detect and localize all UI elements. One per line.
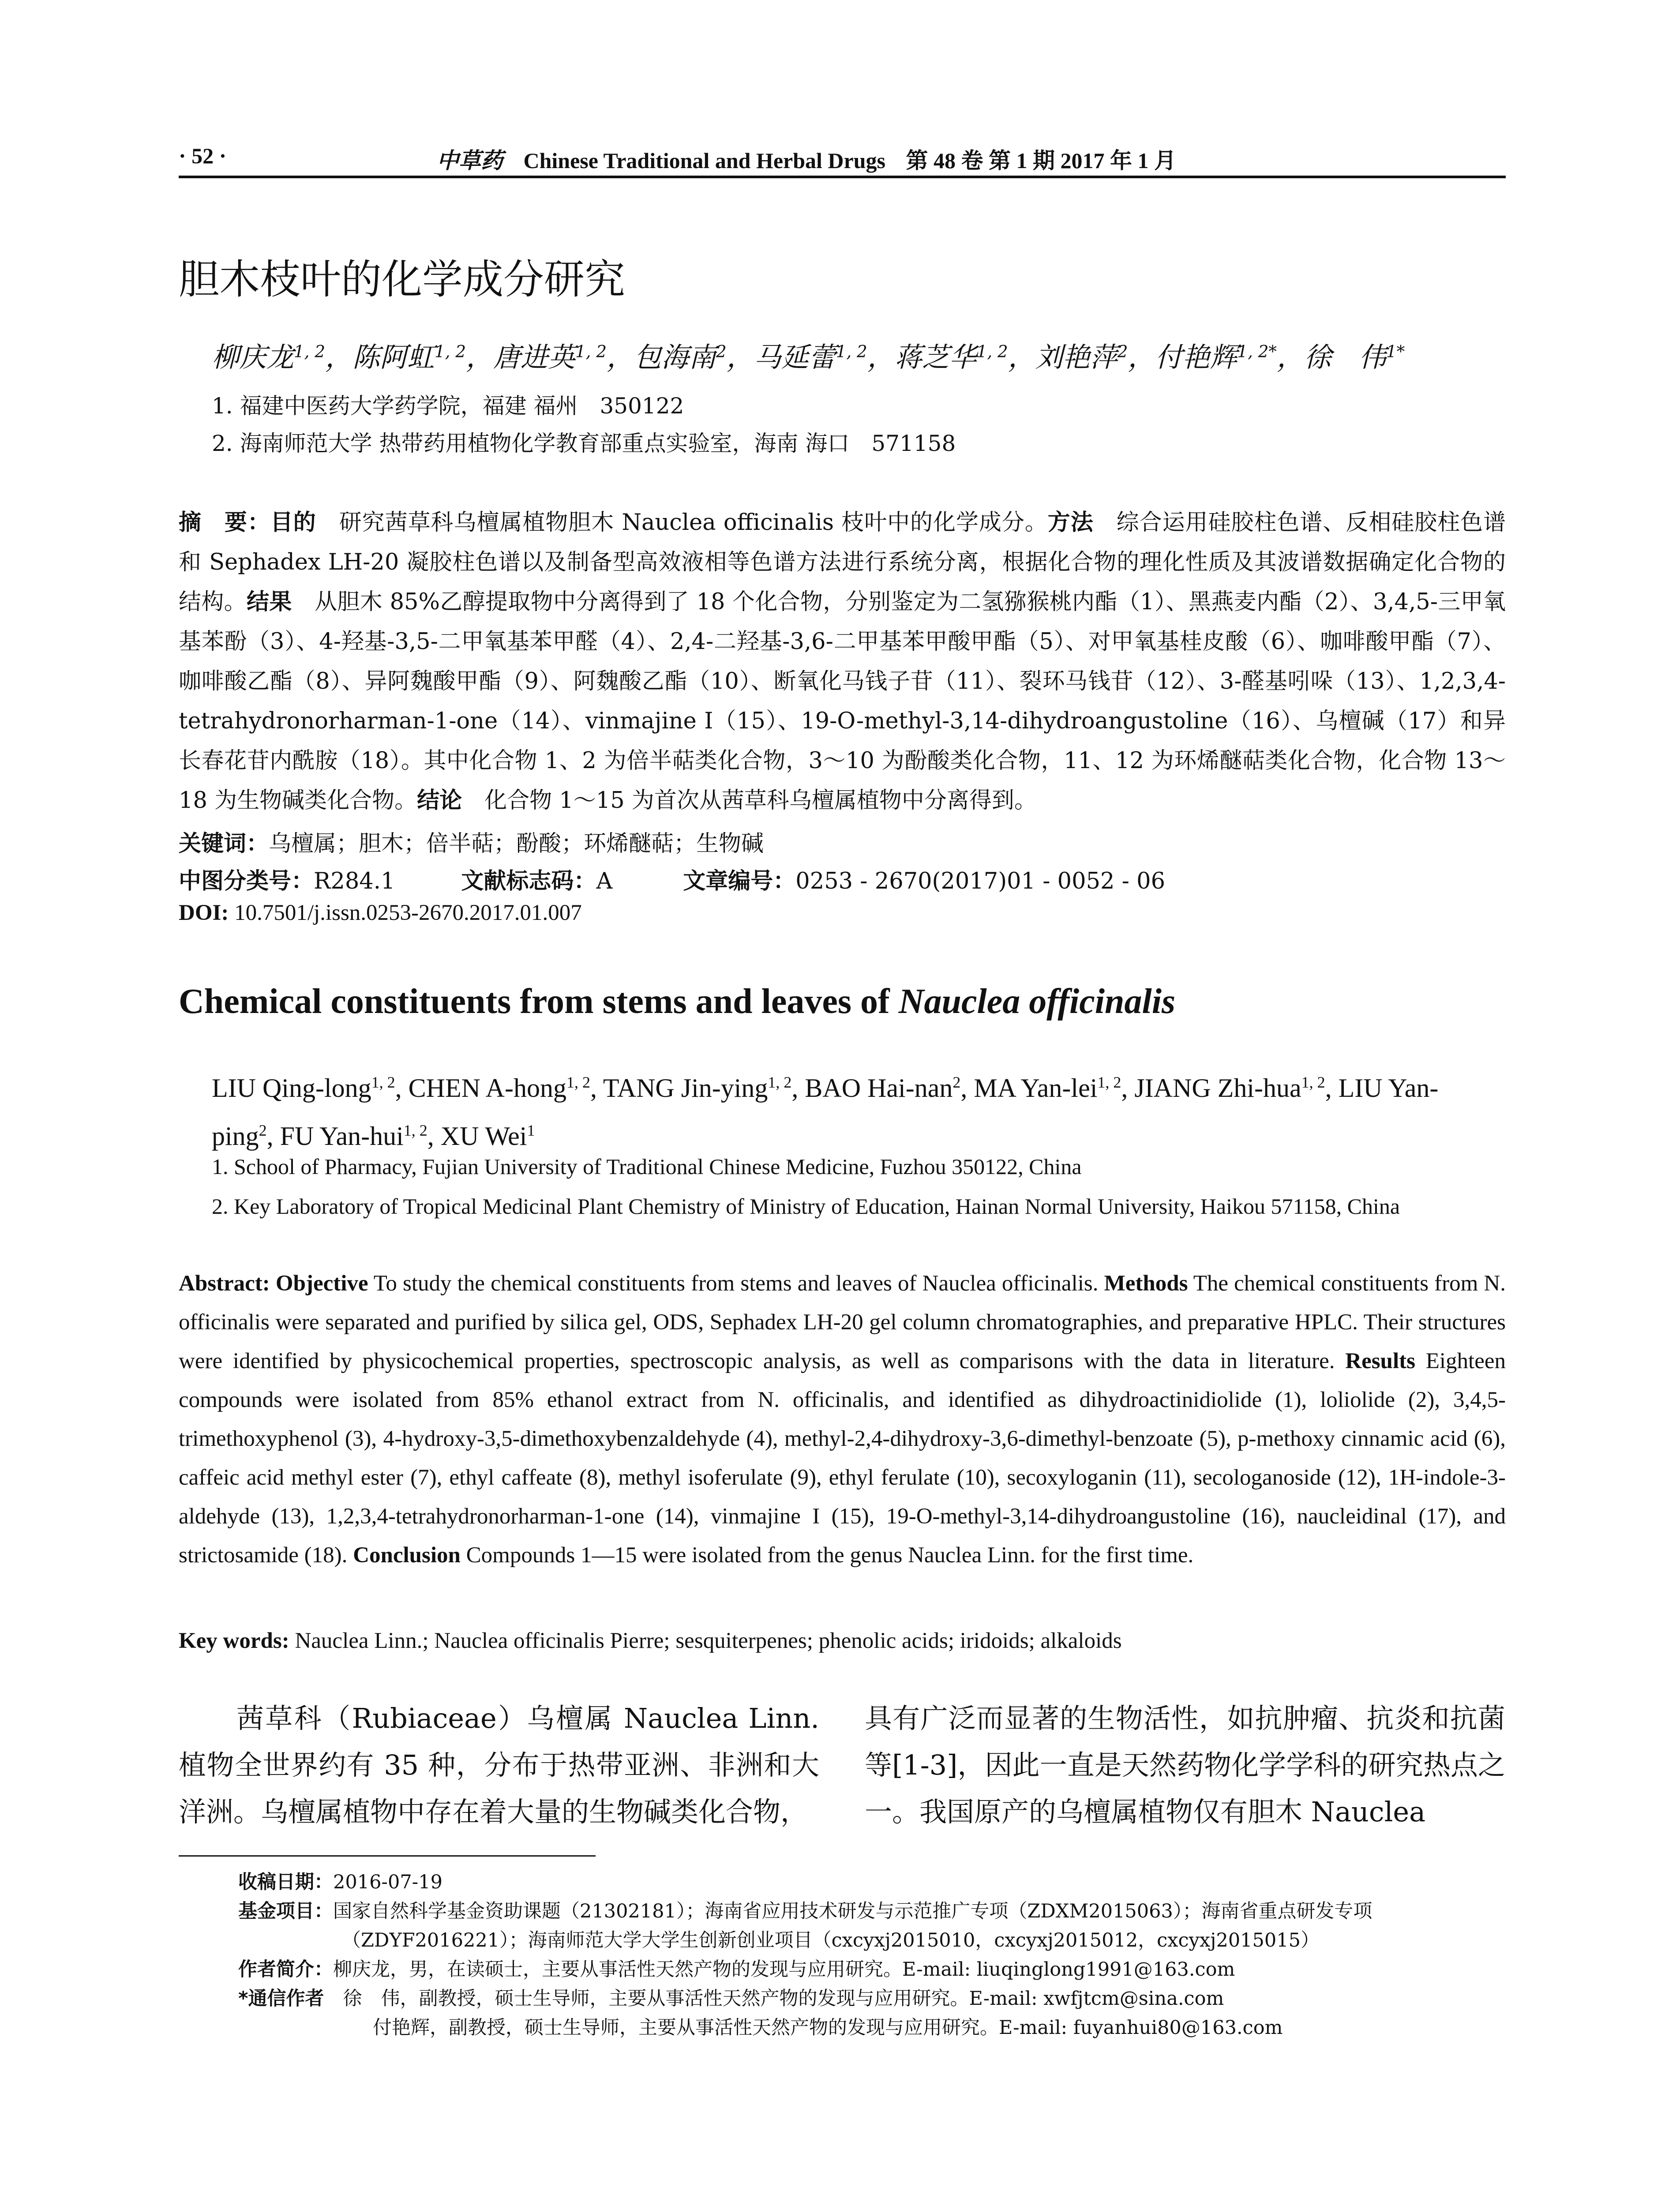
objective-text-en: To study the chemical constituents from stems and leaves of Nauclea officinalis.	[368, 1271, 1104, 1296]
objective-label-en: Objective	[275, 1271, 368, 1296]
results-label-cn: 结果	[247, 589, 292, 615]
author-bio-label: 作者简介：	[238, 1958, 333, 1981]
en-author-name: MA Yan-lei	[974, 1073, 1098, 1103]
abstract-en-label: Abstract:	[179, 1271, 276, 1296]
body-column-left: 茜草科（Rubiaceae）乌檀属 Nauclea Linn. 植物全世界约有 35 种，分布于热带亚洲、非洲和大洋洲。乌檀属植物中存在着大量的生物碱类化合物，	[179, 1702, 819, 1828]
footnote-corresponding	[238, 1984, 1224, 2011]
doi-line	[179, 900, 582, 926]
objective-label-cn: 目的	[270, 510, 316, 536]
cn-author-affiliation-mark: 1, 2	[435, 341, 466, 361]
corresponding-text-2: 付艳辉，副教授，硕士生导师，主要从事活性天然产物的发现与应用研究。E-mail: fuyanhui80@163.com	[373, 2017, 1283, 2039]
keywords-en-label: Key words:	[179, 1628, 295, 1653]
title-en	[179, 982, 1175, 1022]
en-author-name: XU Wei	[440, 1122, 527, 1151]
abstract-cn	[179, 503, 1506, 821]
author-bio-text: 柳庆龙，男，在读硕士，主要从事活性天然产物的发现与应用研究。E-mail: liuqinglong1991@163.com	[333, 1958, 1235, 1981]
en-author-affiliation-mark: 1, 2	[566, 1073, 590, 1091]
conclusion-label-en: Conclusion	[353, 1543, 461, 1568]
cn-author-affiliation-mark: 2	[716, 341, 727, 361]
cn-author-name: 陈阿虹	[352, 341, 435, 373]
title-en-species: Nauclea officinalis	[898, 982, 1176, 1021]
page-number: · 52 ·	[179, 143, 227, 168]
en-author-name: CHEN A-hong	[408, 1073, 566, 1103]
affiliation-en-1: 1. School of Pharmacy, Fujian University of Traditional Chinese Medicine, Fuzhou 350122, China	[212, 1154, 1082, 1179]
results-text-cn: 从胆木 85%乙醇提取物中分离得到了 18 个化合物，分别鉴定为二氢猕猴桃内酯（1）、黑燕麦内酯（2）、3,4,5-三甲氧基苯酚（3）、4-羟基-3,5-二甲氧基苯甲醛（4）、2,4-二羟基-3,6-二甲基苯甲酸甲酯（5）、对甲氧基桂皮酸（6）、咖啡酸甲酯（7）、咖啡酸乙酯（8）、异阿魏酸甲酯（9）、阿魏酸乙酯（10）、断氧化马钱子苷（11）、裂环马钱苷（12）、3-醛基吲哚（13）、1,2,3,4-tetrahydronorharman-1-one（14）、vinmajine I（15）、19-O-methyl-3,14-dihydroangustoline（16）、乌檀碱（17）和异长春花苷内酰胺（18）。其中化合物 1、2 为倍半萜类化合物，3～10 为酚酸类化合物，11、12 为环烯醚萜类化合物，化合物 13～18 为生物碱类化合物。	[179, 589, 1506, 814]
affiliation-en-2: 2. Key Laboratory of Tropical Medicinal Plant Chemistry of Ministry of Education, Hainan Normal University, Haikou 571158, China	[212, 1194, 1400, 1219]
fund-label: 基金项目：	[238, 1900, 333, 1922]
objective-text-cn: 研究茜草科乌檀属植物胆木 Nauclea officinalis 枝叶中的化学成分。	[316, 510, 1048, 536]
title-en-main: Chemical constituents from stems and leaves of	[179, 982, 899, 1021]
keywords-en-text: Nauclea Linn.; Nauclea officinalis Pierre; sesquiterpenes; phenolic acids; iridoids; alkaloids	[295, 1628, 1122, 1653]
received-date: 2016-07-19	[333, 1871, 442, 1893]
corresponding-text-1: 徐 伟，副教授，硕士生导师，主要从事活性天然产物的发现与应用研究。E-mail: xwfjtcm@sina.com	[324, 1988, 1224, 2010]
fund-text-1: 国家自然科学基金资助课题（21302181）；海南省应用技术研发与示范推广专项（ZDXM2015063）；海南省重点研发专项	[333, 1900, 1372, 1922]
conclusion-text-cn: 化合物 1～15 为首次从茜草科乌檀属植物中分离得到。	[462, 788, 1037, 814]
en-author-affiliation-mark: 2	[952, 1073, 961, 1091]
doc-code-value: A	[596, 868, 613, 894]
received-label: 收稿日期：	[238, 1871, 333, 1893]
en-author-affiliation-mark: 2	[259, 1122, 267, 1139]
doi-value: 10.7501/j.issn.0253-2670.2017.01.007	[234, 900, 582, 925]
affiliation-cn-1: 1. 福建中医药大学药学院，福建 福州 350122	[212, 393, 684, 419]
cn-author-affiliation-mark: 1, 2	[575, 341, 607, 361]
article-id-label: 文章编号：	[683, 868, 796, 894]
methods-label-en: Methods	[1104, 1271, 1188, 1296]
corresponding-label: *通信作者	[238, 1988, 324, 2010]
footnote-received	[238, 1867, 442, 1894]
cn-author-name: 刘艳萍	[1035, 341, 1118, 373]
cn-author-name: 唐进英	[493, 341, 576, 373]
cn-author-affiliation-mark: 1, 2	[836, 341, 867, 361]
conclusion-label-cn: 结论	[417, 788, 462, 814]
journal-info	[437, 143, 1191, 175]
cn-author-affiliation-mark: 1, 2*	[1237, 341, 1277, 361]
cn-author-affiliation-mark: 1, 2	[294, 341, 325, 361]
clc-value: R284.1	[314, 868, 395, 894]
en-author-name: TANG Jin-ying	[603, 1073, 768, 1103]
footnote-fund	[238, 1896, 1372, 1923]
cn-author-name: 付艳辉	[1155, 341, 1238, 373]
en-author-name: LIU Qing-long	[212, 1073, 371, 1103]
en-author-name: BAO Hai-nan	[805, 1073, 953, 1103]
conclusion-text-en: Compounds 1—15 were isolated from the genus Nauclea Linn. for the first time.	[460, 1543, 1194, 1568]
journal-issue: 第 48 卷 第 1 期 2017 年 1 月	[906, 148, 1176, 173]
en-author-name: JIANG Zhi-hua	[1134, 1073, 1301, 1103]
clc-label: 中图分类号：	[179, 868, 314, 894]
cn-author-name: 包海南	[634, 341, 716, 373]
article-id-value: 0253 - 2670(2017)01 - 0052 - 06	[795, 868, 1166, 894]
en-author-affiliation-mark: 1	[527, 1122, 535, 1139]
authors-cn: 柳庆龙$^{1, 2}$，陈阿虹$^{1, 2}$，唐进英$^{1, 2}$，包海南$^2$，马延蕾$^{1, 2}$，蒋芝华$^{1, 2}$，刘艳萍$^2$，付艳辉$^{1, 2*}$，徐 伟$^{1*}$	[212, 341, 1405, 373]
en-author-affiliation-mark: 1, 2	[403, 1122, 428, 1139]
title-cn: 胆木枝叶的化学成分研究	[179, 256, 626, 303]
doc-code-label: 文献标志码：	[461, 868, 596, 894]
footnote-divider	[179, 1855, 596, 1857]
cn-author-name: 蒋芝华	[894, 341, 977, 373]
en-author-name: FU Yan-hui	[280, 1122, 404, 1151]
cn-author-name: 马延蕾	[754, 341, 836, 373]
en-author-affiliation-mark: 1, 2	[1301, 1073, 1325, 1091]
abstract-en	[179, 1264, 1506, 1575]
fund-text-2: （ZDYF2016221）；海南师范大学大学生创新创业项目（cxcyxj2015010，cxcyxj2015012，cxcyxj2015015）	[342, 1929, 1320, 1951]
journal-en-name: Chinese Traditional and Herbal Drugs	[523, 148, 885, 173]
cn-author-name: 柳庆龙	[212, 341, 294, 373]
authors-en: LIU Qing-long$^{1, 2}$, CHEN A-hong$^{1, 2}$, TANG Jin-ying$^{1, 2}$, BAO Hai-nan$^2$, MA Yan-lei$^{1, 2}$, JIANG Zhi-hua$^{1, 2}$, LIU Yan-ping$^2$, FU Yan-hui$^{1, 2}$, XU Wei$^1$	[212, 1073, 1439, 1151]
classification-line	[179, 863, 1165, 895]
keywords-cn	[179, 825, 764, 858]
cn-author-affiliation-mark: 2	[1117, 341, 1128, 361]
keywords-en	[179, 1628, 1122, 1654]
cn-author-affiliation-mark: 1, 2	[976, 341, 1008, 361]
cn-author-affiliation-mark: 1*	[1386, 341, 1405, 361]
keywords-cn-text: 乌檀属；胆木；倍半萜；酚酸；环烯醚萜；生物碱	[269, 831, 764, 857]
en-author-name: LIU Yan-ping	[212, 1073, 1439, 1151]
abstract-cn-label: 摘 要：	[179, 510, 270, 536]
running-header	[179, 140, 1506, 178]
en-author-affiliation-mark: 1, 2	[371, 1073, 395, 1091]
journal-cn-name: 中草药	[437, 148, 503, 173]
affiliation-cn-2: 2. 海南师范大学 热带药用植物化学教育部重点实验室，海南 海口 571158	[212, 431, 956, 456]
en-author-affiliation-mark: 1, 2	[768, 1073, 792, 1091]
en-author-affiliation-mark: 1, 2	[1097, 1073, 1121, 1091]
cn-author-name: 徐 伟	[1304, 341, 1387, 373]
methods-text-cn: 综合运用硅胶柱色谱、反相硅胶柱色谱和 Sephadex LH-20 凝胶柱色谱以及制备型高效液相等色谱方法进行系统分离，根据化合物的理化性质及其波谱数据确定化合物的结构。	[179, 510, 1506, 615]
methods-label-cn: 方法	[1047, 510, 1094, 536]
methods-text-en: The chemical constituents from N. officinalis were separated and purified by silica gel, ODS, Sephadex LH-20 gel column chromatographies, and preparative HPLC. Their structures were identified by physicochemical properties, spectroscopic analysis, as well as comparisons with the data in literature.	[179, 1271, 1506, 1373]
results-label-en: Results	[1345, 1349, 1415, 1373]
results-text-en: Eighteen compounds were isolated from 85% ethanol extract from N. officinalis, and identified as dihydroactinidiolide (1), loliolide (2), 3,4,5-trimethoxyphenol (3), 4-hydroxy-3,5-dimethoxybenzaldehyde (4), methyl-2,4-dihydroxy-3,6-dimethyl-benzoate (5), p-methoxy cinnamic acid (6), caffeic acid methyl ester (7), ethyl caffeate (8), methyl isoferulate (9), ethyl ferulate (10), secoxyloganin (11), secologanoside (12), 1H-indole-3-aldehyde (13), 1,2,3,4-tetrahydronorharman-1-one (14), vinmajine I (15), 19-O-methyl-3,14-dihydroangustoline (16), naucleidinal (17), and strictosamide (18).	[179, 1349, 1506, 1568]
doi-label: DOI:	[179, 900, 229, 925]
keywords-cn-label: 关键词：	[179, 831, 269, 857]
footnote-author	[238, 1955, 1235, 1981]
body-column-right: 具有广泛而显著的生物活性，如抗肿瘤、抗炎和抗菌等[1-3]，因此一直是天然药物化学学科的研究热点之一。我国原产的乌檀属植物仅有胆木 Nauclea	[865, 1702, 1505, 1828]
